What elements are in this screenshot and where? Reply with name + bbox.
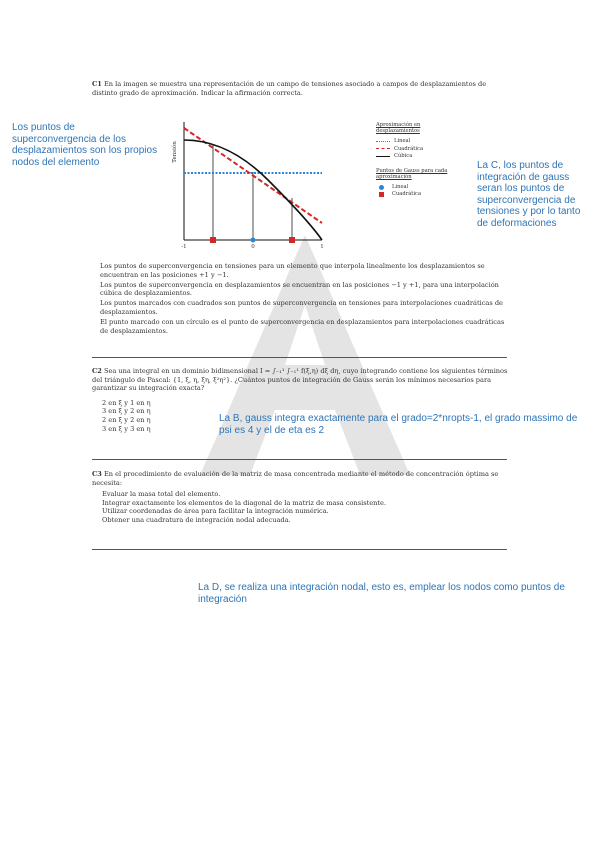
option-d[interactable]: El punto marcado con un círculo es el punto de superconvergencia en desplazamientos para interpolaciones cuadráticas de desplazamientos.: [100, 318, 505, 335]
legend-marker: [379, 185, 384, 190]
legend-label: Cuadrática: [394, 145, 424, 152]
points-legend-item-quadratic: [376, 191, 456, 199]
question-c1-options: [100, 262, 510, 337]
gauss-point-quadratic: [210, 237, 216, 243]
option-d[interactable]: Obtener una cuadratura de integración nodal adecuada.: [102, 515, 291, 524]
option-c[interactable]: Utilizar coordenadas de área para facilitar la integración numérica.: [102, 507, 329, 516]
option-d[interactable]: 3 en ξ y 3 en η: [102, 424, 151, 433]
option-a[interactable]: 2 en ξ y 1 en η: [102, 398, 151, 407]
question-stem: En la imagen se muestra una representación de un campo de tensiones asociado a campos de desplazamientos de distinto grado de aproximación. Indicar la afirmación correcta.: [92, 80, 487, 97]
divider: [92, 459, 507, 460]
option-b[interactable]: Los puntos de superconvergencia en desplazamientos se encuentran en las posiciones −1 y +1, para una interpolación cúbica de desplazamientos.: [100, 280, 499, 298]
gauss-point-quadratic: [289, 237, 295, 243]
legend-swatch: [376, 156, 390, 157]
note-q3: La D, se realiza una integración nodal, esto es, emplear los nodos como puntos de integración: [198, 582, 565, 605]
x-tick-label: -1: [181, 244, 187, 250]
stress-chart: [168, 118, 328, 250]
divider: [92, 549, 507, 550]
question-c3: [92, 470, 512, 525]
legend-marker: [379, 192, 384, 197]
x-tick-label: 1: [320, 244, 324, 250]
legend-label: Cuadrática: [392, 191, 422, 198]
legend-swatch: [376, 141, 390, 142]
x-tick-label: 0: [251, 244, 255, 250]
option-b[interactable]: 3 en ξ y 2 en η: [102, 407, 151, 416]
legend-item-linear: [376, 137, 456, 145]
option-a[interactable]: Los puntos de superconvergencia en tensiones para un elemento que interpola linealmente los desplazamientos se encuentran en las posiciones +1 y −1.: [100, 262, 485, 279]
legend-label: Cúbica: [394, 153, 413, 160]
question-c1: [92, 80, 512, 99]
chart-legend: [376, 122, 456, 198]
option-b[interactable]: Integrar exactamente los elementos de la diagonal de la matriz de masa consistente.: [102, 498, 387, 507]
question-stem: Sea una integral en un dominio bidimensional I = ∫₋₁¹ ∫₋₁¹ f(ξ,η) dξ dη, cuyo integrando contiene los siguientes términos del triángulo de Pascal: {1, ξ, η, ξη, ξ²η²}. ¿Cuántos puntos de integración de Gauss serán los mínimos necesarios para garantizar su integración exacta?: [92, 367, 508, 393]
divider: [92, 357, 507, 358]
option-c[interactable]: Los puntos marcados con cuadrados son puntos de superconvergencia en tensiones para interpolaciones cuadráticas de desplazamientos.: [100, 299, 503, 316]
question-label: C3: [92, 470, 102, 478]
legend-item-cubic: [376, 152, 456, 160]
gauss-point-linear: [251, 238, 256, 243]
legend-label: Lineal: [392, 183, 409, 190]
legend-title: Aproximación en desplazamientos: [376, 122, 421, 135]
points-legend-item-linear: [376, 183, 456, 191]
question-label: C2: [92, 367, 102, 375]
option-c[interactable]: 2 en ξ y 2 en η: [102, 415, 151, 424]
question-label: C1: [92, 80, 102, 88]
points-legend-title: Puntos de Gauss para cada aproximación: [376, 167, 448, 181]
option-a[interactable]: Evaluar la masa total del elemento.: [102, 490, 221, 499]
legend-item-quadratic: [376, 145, 456, 153]
legend-label: Lineal: [394, 138, 411, 145]
legend-swatch: [376, 148, 390, 149]
note-q2: La B, gauss integra exactamente para el grado=2*nropts-1, el grado massimo de psi es 4 y el de eta es 2: [219, 413, 578, 436]
y-axis-label: Tensión: [172, 141, 178, 163]
note-left: Los puntos de superconvergencia de los desplazamientos son los propios nodos del elemento: [12, 122, 158, 168]
question-stem: En el procedimiento de evaluación de la matriz de masa concentrada mediante el método de concentración óptima se necesita:: [92, 470, 499, 487]
note-right: La C, los puntos de integración de gauss seran los puntos de superconvergencia de tensiones y por lo tanto de deformaciones: [477, 160, 581, 229]
